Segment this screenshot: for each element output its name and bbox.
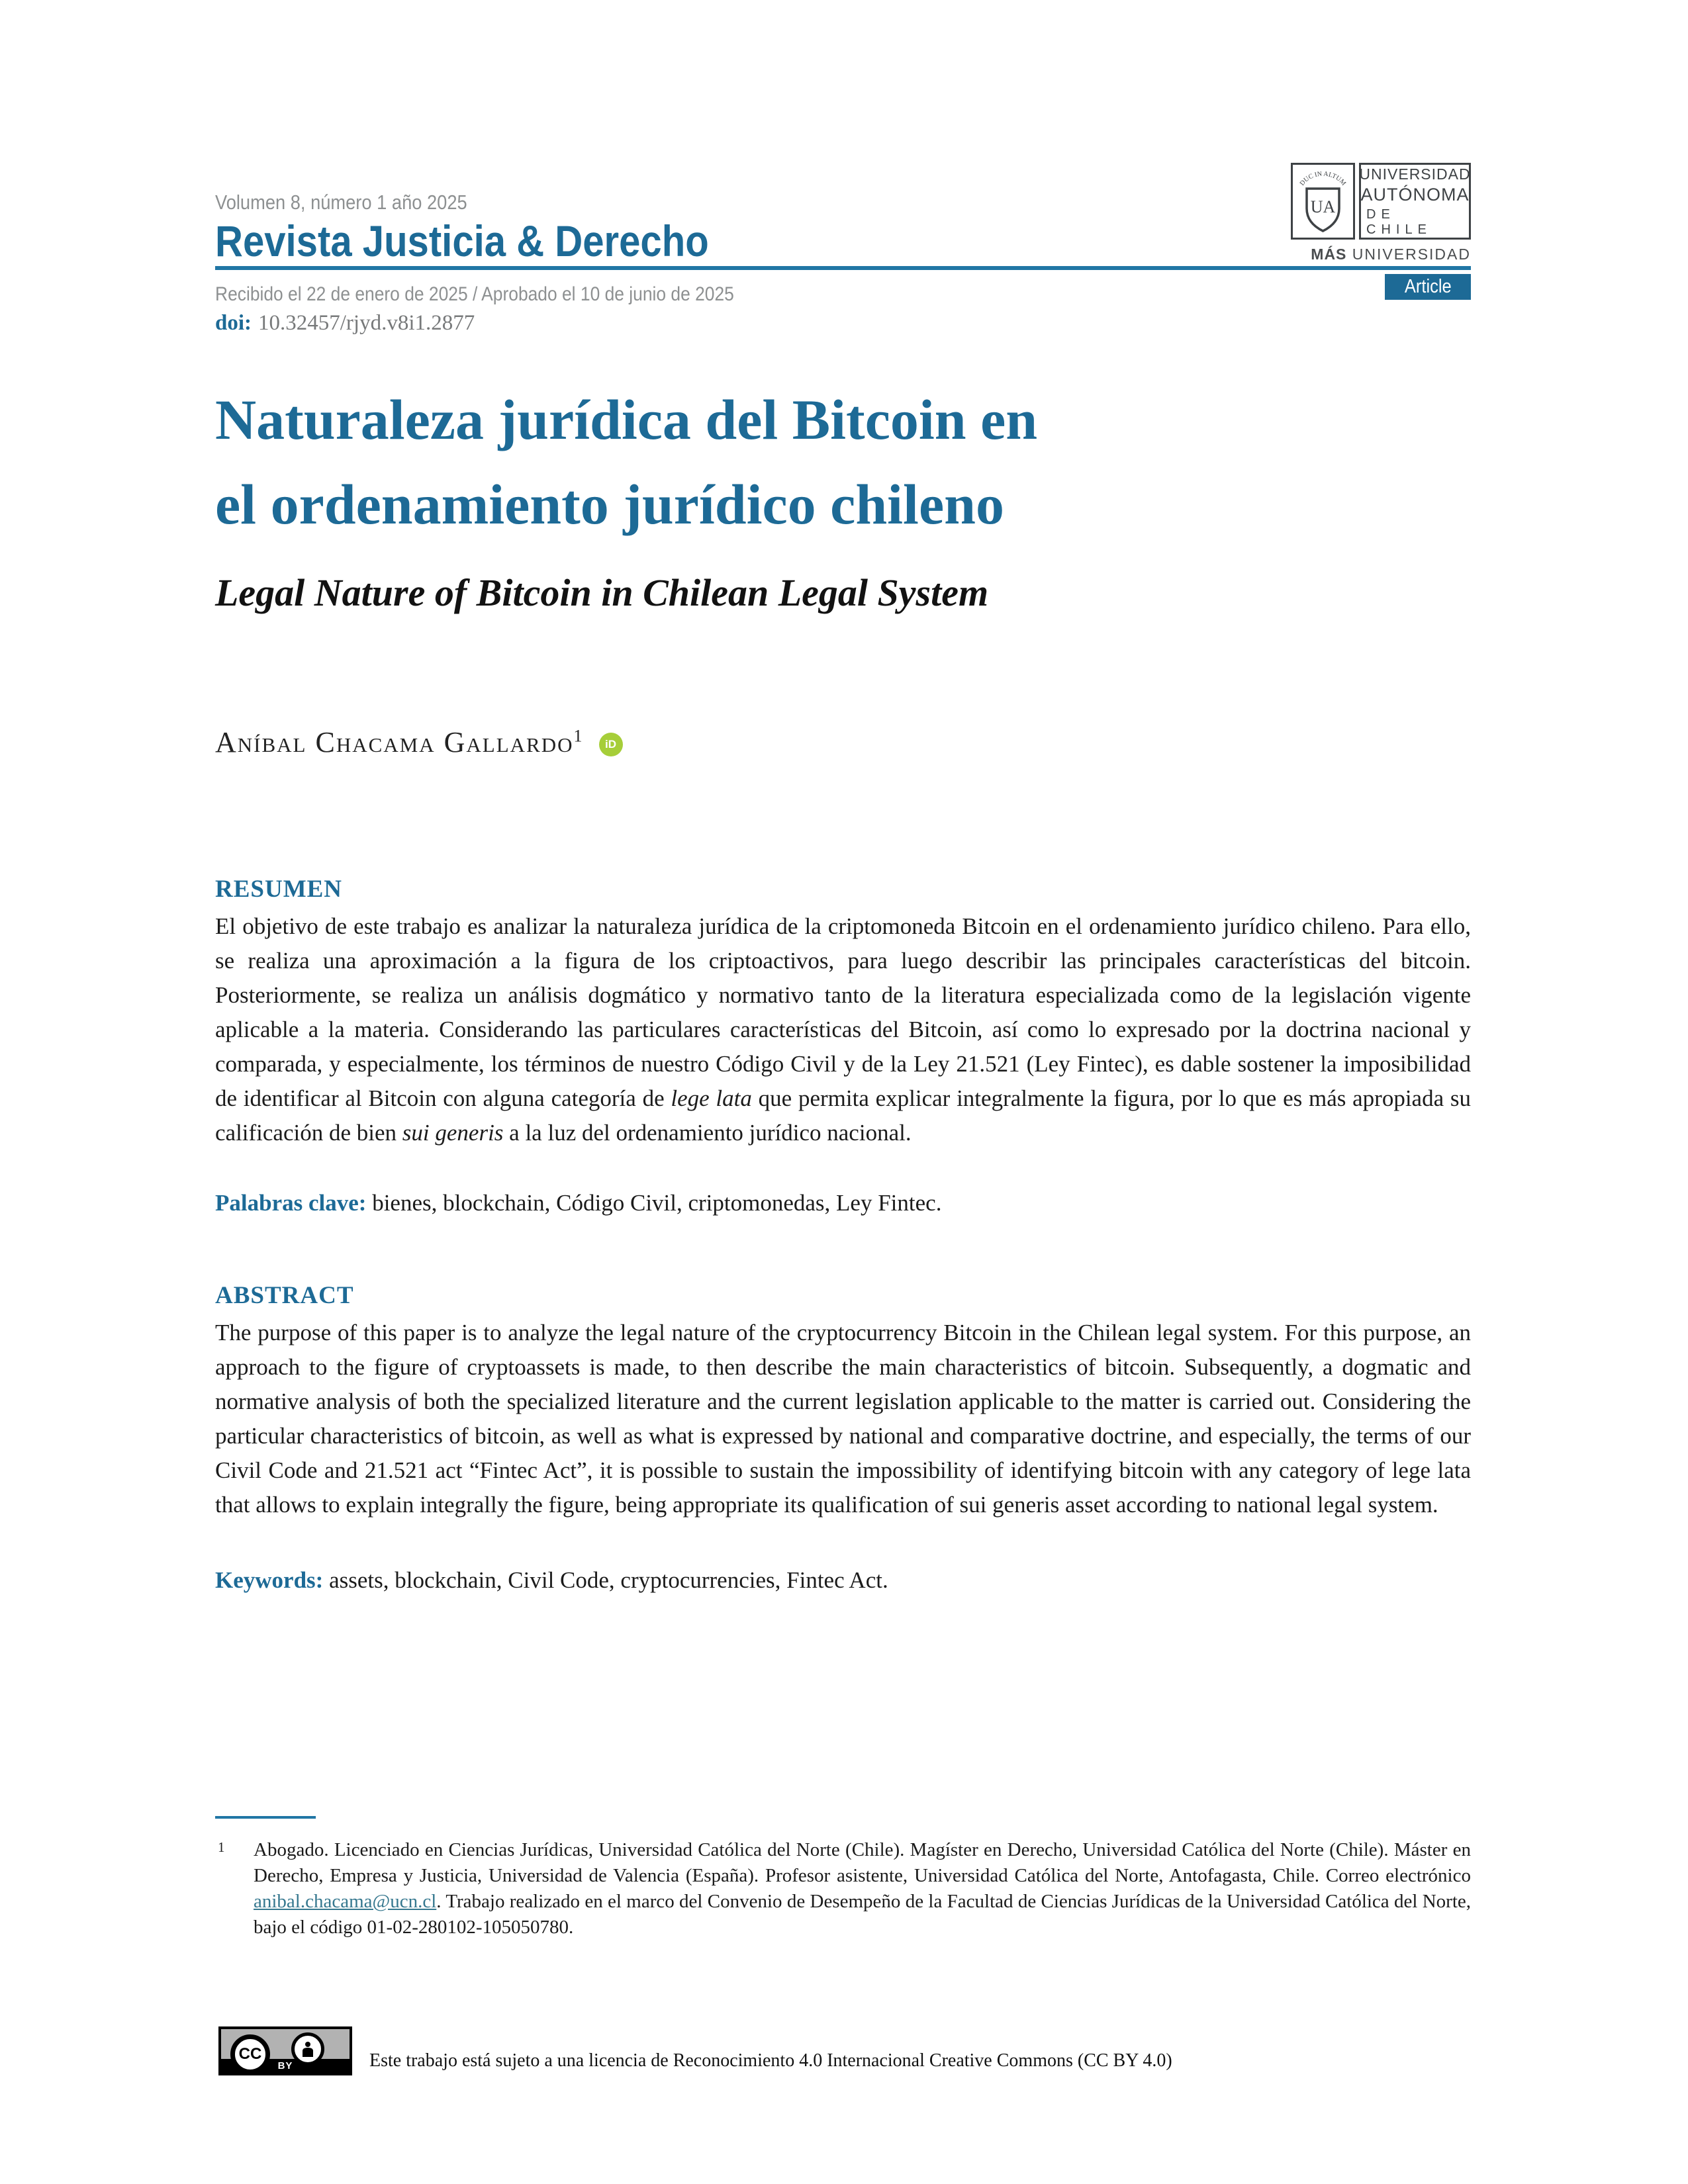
doi-label: doi:: [215, 311, 252, 335]
shield-initials: UA: [1310, 197, 1336, 216]
footnote-number: 1: [218, 1839, 225, 1855]
attribution-person-icon: [291, 2032, 324, 2066]
university-logo: [1291, 163, 1471, 263]
license-text: Este trabajo está sujeto a una licencia de Reconocimiento 4.0 Internacional Creative Commons (CC BY 4.0): [369, 2050, 1172, 2071]
latin-term-sui-generis: sui generis: [402, 1120, 504, 1146]
university-name-line3: DE CHILE: [1366, 206, 1432, 237]
motto-text: DUC IN ALTUM: [1298, 170, 1348, 187]
author-email-link[interactable]: anibal.chacama@ucn.cl: [254, 1891, 437, 1912]
author-line: [215, 725, 623, 759]
svg-text:DUC IN ALTUM: [1299, 170, 1348, 187]
orcid-icon[interactable]: iD: [599, 733, 623, 756]
resumen-paragraph: El objetivo de este trabajo es analizar la naturaleza jurídica de la criptomoneda Bitcoin en el ordenamiento jurídico chileno. Para ello, se realiza una aproximación a la figura de los criptoactivos, para luego describir las principales características del bitcoin. Posteriormente, se realiza un análisis dogmático y normativo tanto de la literatura especializada como de la legislación vigente aplicable a la materia. Considerando las particulares características del Bitcoin, así como lo expresado por la doctrina nacional y comparada, y especialmente, los términos de nuestro Código Civil y de la Ley 21.521 (Ley Fintec), es dable sostener la imposibilidad de identificar al Bitcoin con alguna categoría de lege lata que permita explicar integralmente la figura, por lo que es más apropiada su calificación de bien sui generis a la luz del ordenamiento jurídico nacional.: [215, 913, 1472, 1146]
doi-value[interactable]: 10.32457/rjyd.v8i1.2877: [258, 311, 475, 335]
received-approved-line: Recibido el 22 de enero de 2025 / Aprobado el 10 de junio de 2025: [215, 283, 734, 305]
palabras-clave-line: Palabras clave: bienes, blockchain, Código Civil, criptomonedas, Ley Fintec.: [215, 1190, 942, 1216]
article-type-badge: Article: [1385, 274, 1471, 300]
doi-line: [215, 311, 475, 336]
university-name-line2: AUTÓNOMA: [1360, 184, 1470, 205]
article-title-line2: el ordenamiento jurídico chileno: [215, 473, 1004, 536]
abstract-paragraph: The purpose of this paper is to analyze the legal nature of the cryptocurrency Bitcoin in the Chilean legal system. For this purpose, an approach to the figure of cryptoassets is made, to then describe the main characteristics of bitcoin. Subsequently, a dogmatic and normative analysis of both the specialized literature and the current legislation applicable to the matter is carried out. Considering the particular characteristics of bitcoin, as well as what is expressed by national and comparative doctrine, and especially, the terms of our Civil Code and 21.521 act “Fintec Act”, it is possible to sustain the impossibility of identifying bitcoin with any category of lege lata that allows to explain integrally the figure, being appropriate its qualification of sui generis asset according to national legal system.: [215, 1320, 1471, 1518]
university-tagline: MÁS UNIVERSIDAD: [1311, 246, 1471, 263]
keywords-label: Keywords:: [215, 1567, 324, 1593]
ua-shield-box: [1291, 163, 1355, 240]
latin-term-lege-lata: lege lata: [671, 1085, 752, 1111]
journal-name: Revista Justicia & Derecho: [215, 216, 709, 265]
palabras-clave-label: Palabras clave:: [215, 1190, 367, 1216]
volume-line: Volumen 8, número 1 año 2025: [215, 191, 467, 214]
university-name-line1: UNIVERSIDAD: [1359, 165, 1471, 183]
university-name-box: [1359, 163, 1471, 240]
resumen-heading: RESUMEN: [215, 876, 343, 903]
cc-icon: CC: [230, 2034, 270, 2074]
abstract-heading: ABSTRACT: [215, 1282, 354, 1309]
footnote-text: Abogado. Licenciado en Ciencias Jurídicas, Universidad Católica del Norte (Chile). Magíster en Derecho, Universidad Católica del Norte (Chile). Máster en Derecho, Empresa y Justicia, Universidad de Valencia (España). Profesor asistente, Universidad Católica del Norte, Antofagasta, Chile. Correo electrónico anibal.chacama@ucn.cl. Trabajo realizado en el marco del Convenio de Desempeño de la Facultad de Ciencias Jurídicas de la Universidad Católica del Norte, bajo el código 01-02-280102-105050780.: [254, 1839, 1471, 1938]
license-footer: [218, 2026, 1172, 2075]
author-affiliation-superscript: 1: [573, 726, 583, 746]
article-title: [215, 377, 1513, 547]
keywords-line: Keywords: assets, blockchain, Civil Code, cryptocurrencies, Fintec Act.: [215, 1567, 888, 1593]
cc-by-label: BY: [221, 2059, 350, 2073]
article-title-line1: Naturaleza jurídica del Bitcoin en: [215, 388, 1038, 451]
article-subtitle-english: Legal Nature of Bitcoin in Chilean Legal System: [215, 571, 989, 614]
footnote-divider: [215, 1816, 316, 1819]
header-rule: [215, 266, 1471, 270]
cc-by-badge[interactable]: [218, 2026, 352, 2075]
ua-shield-icon: [1293, 165, 1353, 238]
author-name: Aníbal Chacama Gallardo: [215, 726, 574, 758]
footnote: [215, 1837, 1471, 1940]
